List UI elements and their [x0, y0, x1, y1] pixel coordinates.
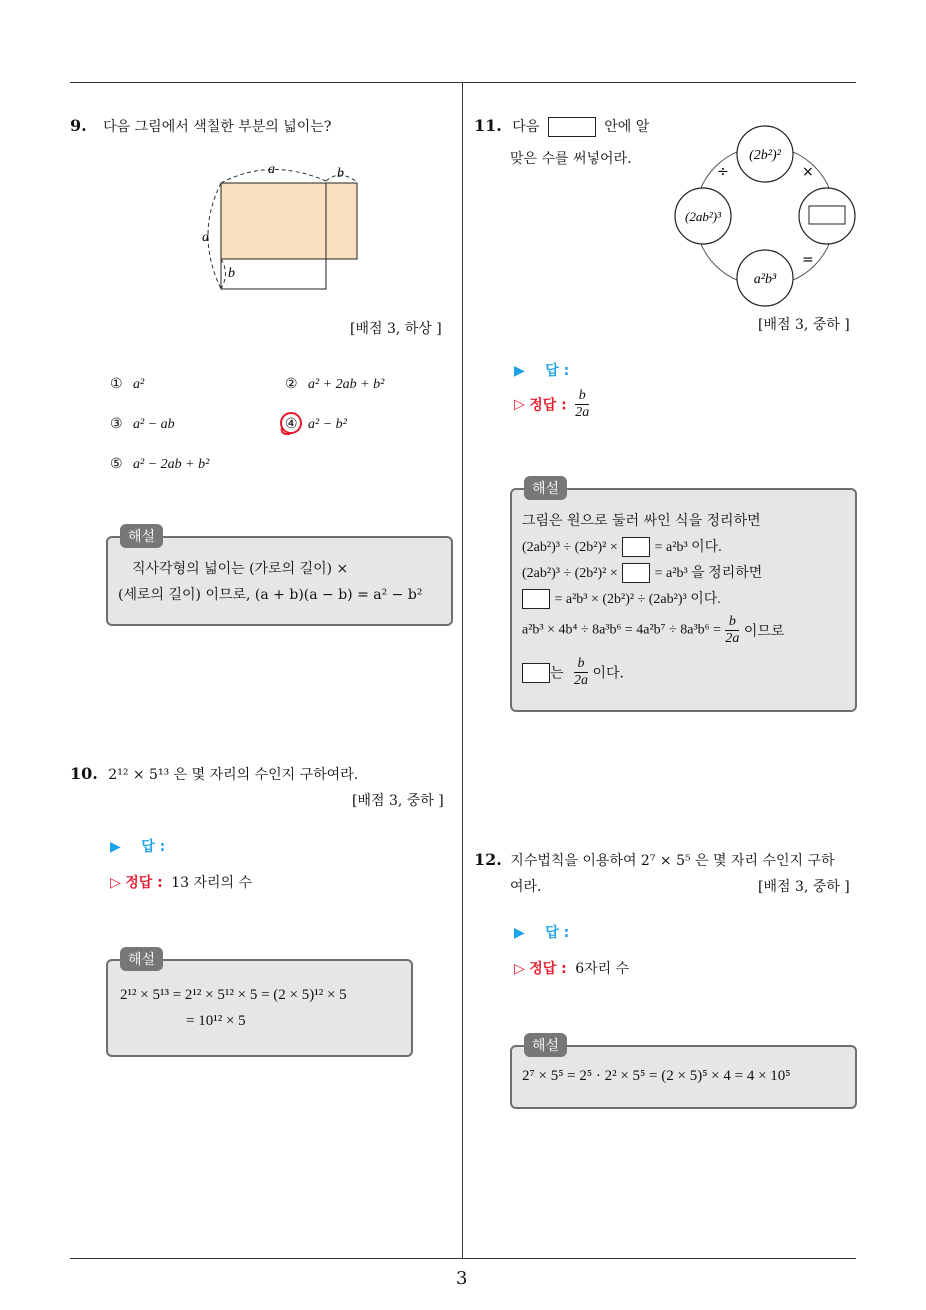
q10-block: [70, 764, 455, 784]
q11-score: [배점 3, 중하 ]: [758, 317, 850, 333]
correct-fraction: [575, 388, 589, 421]
q11-question-line2: 맞은 수를 써넣어라.: [510, 151, 632, 167]
q9-explain-line1: 직사각형의 넓이는 (가로의 길이) ×: [132, 561, 349, 577]
choice-mark: ③: [110, 416, 123, 432]
fraction-denominator: 2a: [575, 405, 590, 420]
selected-choice-circle: [278, 409, 306, 437]
label-b-top: b: [337, 166, 344, 181]
expr-rest: = a²b³ 이다.: [654, 540, 722, 555]
expr: 는: [550, 665, 564, 682]
fraction-numerator: b: [574, 656, 588, 673]
q12-score: [배점 3, 중하 ]: [758, 879, 850, 895]
q11-explain-line1: 그림은 원으로 둘러 싸인 식을 정리하면: [522, 513, 761, 529]
op-divide: ÷: [717, 164, 729, 180]
q11-explain-line6: [522, 656, 624, 689]
q11-number: 11.: [474, 116, 502, 135]
choice-mark: ④: [285, 416, 298, 432]
expr: a²b³ × 4b⁴ ÷ 8a³b⁶ = 4a²b⁷ ÷ 8a³b⁶ =: [522, 622, 721, 638]
bottom-rule: [70, 1258, 856, 1259]
blank-box: [622, 537, 650, 557]
q11-answer-row[interactable]: [514, 360, 569, 380]
q11-explain-line5: [522, 614, 784, 647]
correct-value: 13 자리의 수: [171, 875, 253, 891]
q11-explain-tag: 해설: [524, 476, 567, 500]
q9-choice-2[interactable]: [285, 376, 384, 393]
choice-expr: a² − ab: [133, 417, 175, 432]
correct-arrow-icon: ▷: [514, 396, 525, 413]
choice-mark: ②: [285, 376, 298, 392]
q9-choice-5[interactable]: [110, 456, 209, 473]
correct-arrow-icon: ▷: [514, 961, 525, 977]
circle-right-blank: [809, 206, 845, 224]
q10-score: [배점 3, 중하 ]: [352, 793, 444, 809]
expr: (2ab²)³ ÷ (2b²)² ×: [522, 540, 618, 555]
correct-label: 정답 :: [529, 961, 567, 977]
blank-box: [622, 563, 650, 583]
q12-explain-line1: 2⁷ × 5⁵ = 2⁵ · 2² × 5⁵ = (2 × 5)⁵ × 4 = 4 × 10⁵: [522, 1068, 791, 1084]
q11-question-part1: 다음: [512, 119, 540, 135]
blank-box: [522, 589, 550, 609]
correct-arrow-icon: ▷: [110, 875, 121, 891]
q11-question-blank: [548, 117, 596, 137]
q12-correct-row: [514, 958, 629, 978]
choice-mark: ⑤: [110, 456, 123, 472]
q9-figure: [190, 155, 370, 295]
q12-answer-row[interactable]: [514, 922, 569, 942]
q10-explain-line1: 2¹² × 5¹³ = 2¹² × 5¹² × 5 = (2 × 5)¹² × 5: [120, 987, 347, 1003]
q11-explain-line2: [522, 536, 722, 557]
q9-explain-box: [106, 536, 453, 626]
fraction: [574, 656, 588, 689]
q12-question-line1: 지수법칙을 이용하여 2⁷ × 5⁵ 은 몇 자리 수인지 구하: [510, 853, 835, 869]
b-inner-arc: [221, 259, 226, 289]
q11-correct-row: [514, 388, 589, 421]
choice-expr: a² − 2ab + b²: [133, 457, 210, 472]
choice-expr: a²: [133, 377, 145, 392]
fraction-denominator: 2a: [573, 673, 588, 688]
q12-explain-tag: 해설: [524, 1033, 567, 1057]
fraction-numerator: b: [575, 388, 589, 405]
fraction-numerator: b: [725, 614, 739, 631]
op-multiply: ×: [802, 164, 814, 180]
choice-expr: a² + 2ab + b²: [308, 377, 385, 392]
q10-correct-row: [110, 872, 252, 892]
answer-arrow-icon: ▶: [110, 839, 121, 855]
q9-score: [배점 3, 하상 ]: [350, 321, 442, 337]
expr: (2ab²)³ ÷ (2b²)² ×: [522, 566, 618, 581]
expr-tail: 이므로: [743, 623, 785, 640]
q10-explain-line2: = 10¹² × 5: [186, 1013, 246, 1029]
correct-value: 6자리 수: [575, 961, 630, 977]
q12-block: [474, 850, 859, 870]
answer-label: 답 :: [141, 839, 166, 855]
expr-tail: 이다.: [592, 665, 624, 682]
q9-question: 다음 그림에서 색칠한 부분의 넓이는?: [103, 119, 332, 135]
expr-rest: = a²b³ 을 정리하면: [654, 566, 763, 581]
label-b-inner: b: [228, 266, 235, 281]
q10-answer-row[interactable]: [110, 836, 165, 856]
q11-explain-line3: [522, 562, 762, 583]
expr: = a²b³ × (2b²)² ÷ (2ab²)³ 이다.: [554, 592, 721, 607]
blank-box: [522, 663, 550, 683]
q9-choice-3[interactable]: [110, 416, 175, 433]
q10-question: 2¹² × 5¹³ 은 몇 자리의 수인지 구하여라.: [108, 767, 359, 783]
answer-arrow-icon: ▶: [514, 363, 525, 379]
circle-bottom-expr: a²b³: [753, 272, 777, 287]
circle-left-expr: (2ab²)³: [685, 209, 721, 224]
shaded-region: [221, 183, 357, 259]
answer-label: 답 :: [545, 925, 570, 941]
page-number: 3: [456, 1268, 468, 1289]
correct-label: 정답 :: [529, 397, 567, 414]
q11-circle-diagram: [670, 124, 860, 309]
answer-arrow-icon: ▶: [514, 925, 525, 941]
q12-question-line2: 여라.: [510, 879, 542, 895]
q12-number: 12.: [474, 850, 502, 869]
q10-explain-box: [106, 959, 413, 1057]
q9-block: [70, 116, 455, 136]
answer-label: 답 :: [545, 363, 570, 379]
label-a-top: a: [268, 162, 275, 177]
fraction: [725, 614, 739, 647]
choice-mark: ①: [110, 376, 123, 392]
circle-top-expr: (2b²)²: [749, 148, 781, 163]
q11-explain-line4: [522, 588, 721, 609]
q11-question-part2: 안에 알: [604, 119, 650, 135]
q10-explain-tag: 해설: [120, 947, 163, 971]
label-a-left: a: [202, 230, 209, 245]
fraction-denominator: 2a: [725, 631, 740, 646]
q11-block: [474, 116, 649, 137]
q9-explain-tag: 해설: [120, 524, 163, 548]
q10-number: 10.: [70, 764, 98, 783]
choice-expr: a² − b²: [308, 417, 347, 432]
a-left-arc: [208, 183, 221, 289]
q9-explain-line2: (세로의 길이) 이므로, (a + b)(a − b) = a² − b²: [118, 587, 423, 603]
correct-label: 정답 :: [125, 875, 163, 891]
q9-choice-1[interactable]: [110, 376, 144, 393]
q9-number: 9.: [70, 116, 87, 135]
column-divider: [462, 82, 463, 1258]
top-rule: [70, 82, 856, 83]
op-equals: =: [802, 252, 814, 268]
